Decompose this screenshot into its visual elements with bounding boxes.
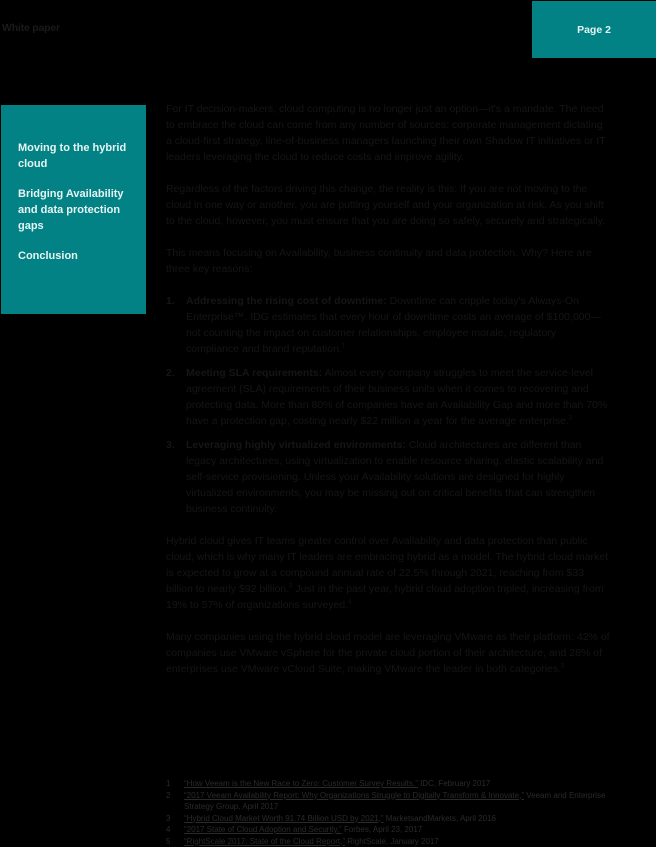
footnote-item: [166, 790, 610, 813]
reason-item: [166, 437, 610, 517]
footnote-source: IDC, February 2017: [418, 779, 490, 788]
hybrid-cloud-paragraph: [166, 533, 610, 613]
reason-number: 3.: [166, 437, 175, 453]
footnote-number: 1: [166, 778, 170, 790]
reasons-list: [166, 293, 610, 517]
document-type-label: White paper: [2, 22, 60, 34]
footnote-ref[interactable]: 5: [561, 664, 564, 670]
reason-number: 1.: [166, 293, 175, 309]
footnotes: [166, 778, 610, 847]
toc-item-bridging-gaps[interactable]: Bridging Availability and data protection gaps: [18, 186, 136, 234]
hybrid-text-part1: Hybrid cloud gives IT teams greater control over Availability and data protection than public cloud, which is why many IT leaders are embracing hybrid as a model. The hybrid cloud market is expected to grow at a compound annual rate of 22.5% through 2021, reaching from $33 billion to nearly $92 billion.: [166, 535, 608, 595]
footnote-ref[interactable]: 4: [348, 600, 351, 606]
reason-heading: Leveraging highly virtualized environments:: [186, 439, 406, 451]
footnote-link[interactable]: “How Veeam is the New Race to Zero: Customer Survey Results,”: [184, 779, 418, 788]
footnote-link[interactable]: “2017 Veeam Availability Report: Why Organizations Struggle to Digitally Transform & Innovate,”: [184, 791, 524, 800]
intro-paragraph: For IT decision-makers, cloud computing is no longer just an option—it's a mandate. The need to embrace the cloud can come from any number of sources: corporate management dictating a cloud-first strategy, line-of-business managers launching their own Shadow IT initiatives or IT leaders leveraging the cloud to reduce costs and improve agility.: [166, 101, 610, 165]
footnote-source: Veeam and Enterprise Strategy Group, April 2017: [184, 791, 605, 812]
footnote-item: [166, 836, 610, 847]
reasons-intro-paragraph: This means focusing on Availability, business continuity and data protection. Why? Here are three key reasons:: [166, 245, 610, 277]
reason-item: [166, 365, 610, 429]
reason-text: Cloud architectures are different than legacy architectures, using virtualization to enable resource sharing, elastic scalability and self-service provisioning. Unless your Availability solutions are designed for highly virtualized environments, you may be missing out on critical benefits that can strengthen business continuity.: [186, 439, 603, 515]
toc-item-moving-to-hybrid-cloud[interactable]: Moving to the hybrid cloud: [18, 140, 136, 172]
footnote-source: MarketsandMarkets, April 2016: [384, 814, 497, 823]
footnote-number: 4: [166, 824, 170, 836]
footnote-ref[interactable]: 2: [569, 416, 572, 422]
reason-text: Almost every company struggles to meet the service-level agreement (SLA) requirements of their business units when it comes to recovering and protecting data. More than 80% of companies have an Availability Gap and more than 70% have a protection gap, costing nearly $22 million a year for the average enterprise.: [186, 367, 607, 427]
reason-number: 2.: [166, 365, 175, 381]
page-number-badge: Page 2: [532, 1, 656, 58]
reason-heading: Addressing the rising cost of downtime:: [186, 295, 387, 307]
vmware-paragraph: [166, 629, 610, 677]
footnote-link[interactable]: “2017 State of Cloud Adoption and Security,”: [184, 825, 342, 834]
reason-text: Downtime can cripple today's Always-On Enterprise™. IDG estimates that every hour of downtime costs an average of $100,000—not counting the impact on customer relationships, employee morale, regulatory compliance and brand reputation.: [186, 295, 601, 355]
footnote-source: Forbes, April 23, 2017: [342, 825, 423, 834]
footnote-link[interactable]: “Hybrid Cloud Market Worth 91.74 Billion USD by 2021,”: [184, 814, 384, 823]
footnote-item: [166, 824, 610, 836]
footnote-source: RightScale, January 2017: [345, 837, 439, 846]
footnote-number: 2: [166, 790, 170, 802]
footnote-number: 3: [166, 813, 170, 825]
main-content: [166, 101, 610, 693]
footnote-item: [166, 813, 610, 825]
footnote-link[interactable]: “RightScale 2017: State of the Cloud Report,”: [184, 837, 345, 846]
vmware-text: Many companies using the hybrid cloud model are leveraging VMware as their platform: 42% of companies use VMware vSphere for the private cloud portion of their architecture, and 28% of enterprises use VMware vCloud Suite, making VMware the leader in both categories.: [166, 631, 610, 675]
footnote-number: 5: [166, 836, 170, 847]
footnote-item: [166, 778, 610, 790]
table-of-contents: [1, 105, 146, 314]
footnote-ref[interactable]: 1: [342, 344, 345, 350]
hybrid-text-part2: Just in the past year, hybrid cloud adoption tripled, increasing from 19% to 57% of organizations surveyed.: [166, 583, 604, 611]
footnote-ref[interactable]: 3: [289, 584, 292, 590]
reality-paragraph: Regardless of the factors driving this change, the reality is this: If you are not moving to the cloud in one way or another, you are putting yourself and your organization at risk. As you shift to the cloud, however, you must ensure that you are doing so safely, securely and strategically.: [166, 181, 610, 229]
reason-item: [166, 293, 610, 357]
toc-item-conclusion[interactable]: Conclusion: [18, 248, 136, 264]
reason-heading: Meeting SLA requirements:: [186, 367, 322, 379]
